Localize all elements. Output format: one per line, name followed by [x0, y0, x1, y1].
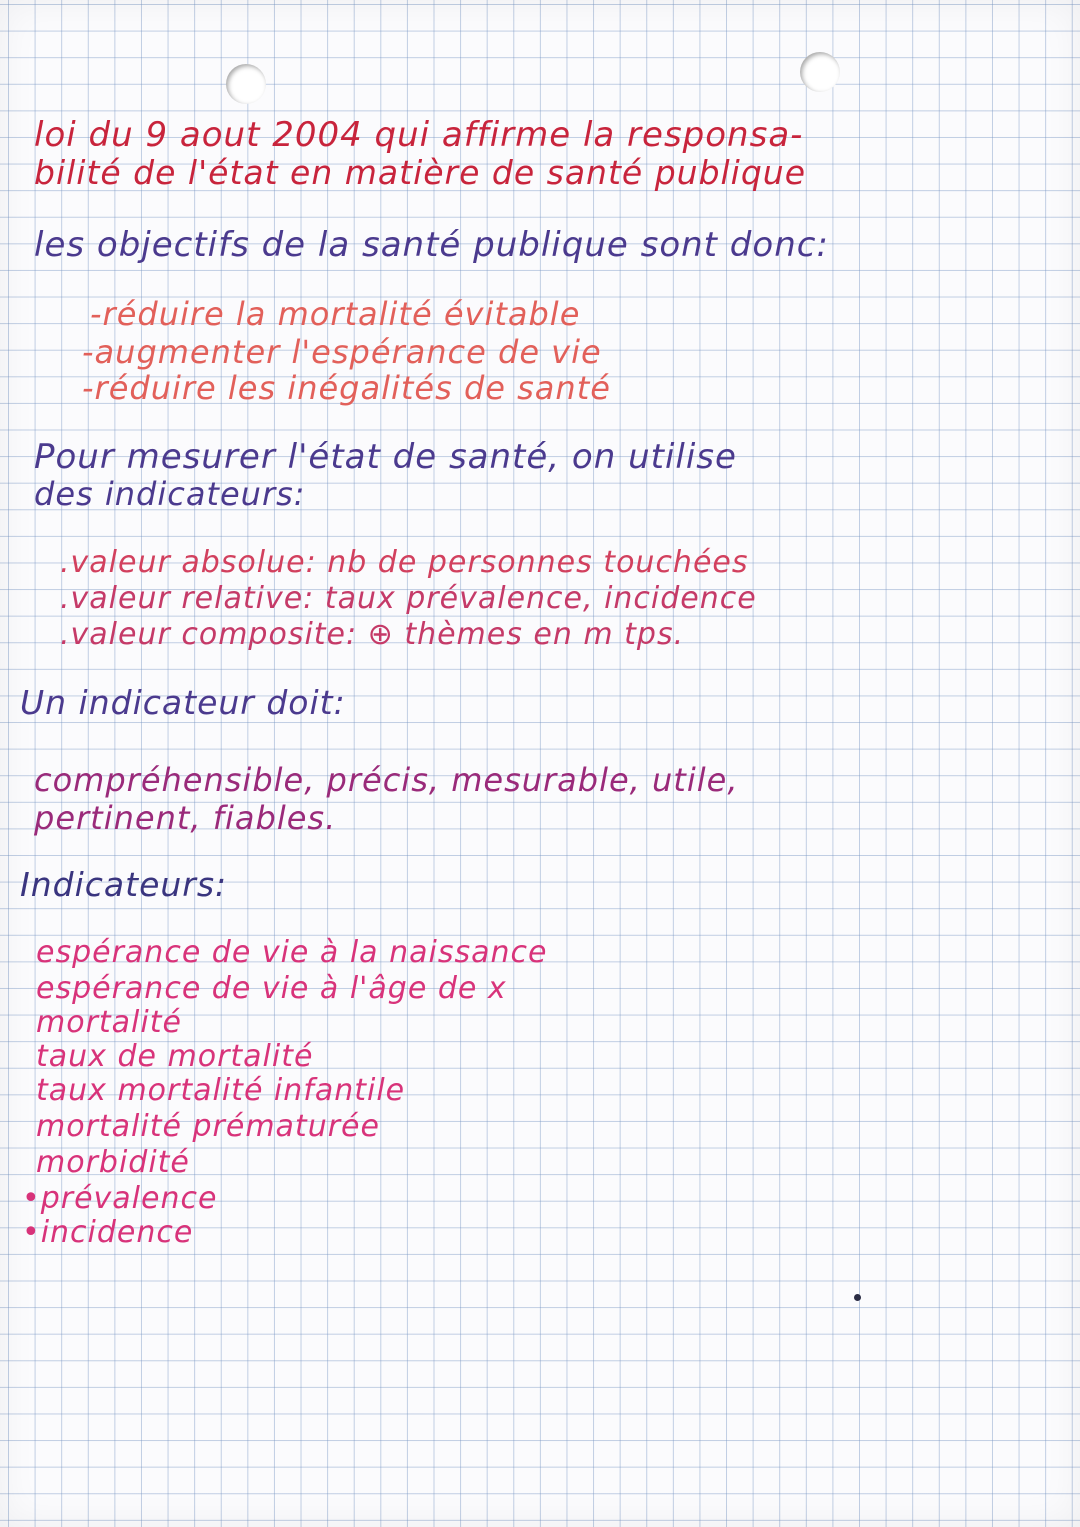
pen-dot-mark [854, 1294, 861, 1301]
indicator-item: taux mortalité infantile [36, 1073, 406, 1108]
punch-hole-right [800, 52, 840, 92]
indicator-must-heading: Un indicateur doit: [20, 683, 346, 722]
indicator-item: •incidence [22, 1215, 194, 1250]
punch-hole-left [226, 64, 266, 104]
indicator-item: espérance de vie à la naissance [36, 935, 548, 970]
indicator-must-line-1: compréhensible, précis, mesurable, utile, [34, 761, 739, 799]
indicator-must-line-2: pertinent, fiables. [34, 799, 337, 837]
value-absolute: .valeur absolue: nb de personnes touchées [60, 545, 749, 580]
intro-line-1: loi du 9 aout 2004 qui affirme la responsa- [34, 115, 804, 155]
value-relative: .valeur relative: taux prévalence, incidence [60, 581, 757, 616]
indicator-item: morbidité [36, 1145, 190, 1180]
measure-line-2: des indicateurs: [34, 475, 306, 513]
intro-line-2: bilité de l'état en matière de santé publique [34, 153, 807, 192]
value-composite: .valeur composite: ⊕ thèmes en m tps. [60, 617, 685, 652]
indicator-item: espérance de vie à l'âge de x [36, 971, 507, 1006]
objective-item: -augmenter l'espérance de vie [82, 333, 602, 371]
indicator-item: mortalité [36, 1005, 182, 1040]
indicator-item: taux de mortalité [36, 1039, 314, 1074]
objective-item: -réduire les inégalités de santé [82, 369, 611, 407]
objectives-heading: les objectifs de la santé publique sont donc: [34, 225, 829, 265]
indicator-item: •prévalence [22, 1181, 218, 1216]
indicator-item: mortalité prématurée [36, 1109, 380, 1144]
objective-item: -réduire la mortalité évitable [90, 295, 581, 333]
indicators-heading: Indicateurs: [20, 865, 228, 904]
measure-line-1: Pour mesurer l'état de santé, on utilise [34, 437, 737, 477]
